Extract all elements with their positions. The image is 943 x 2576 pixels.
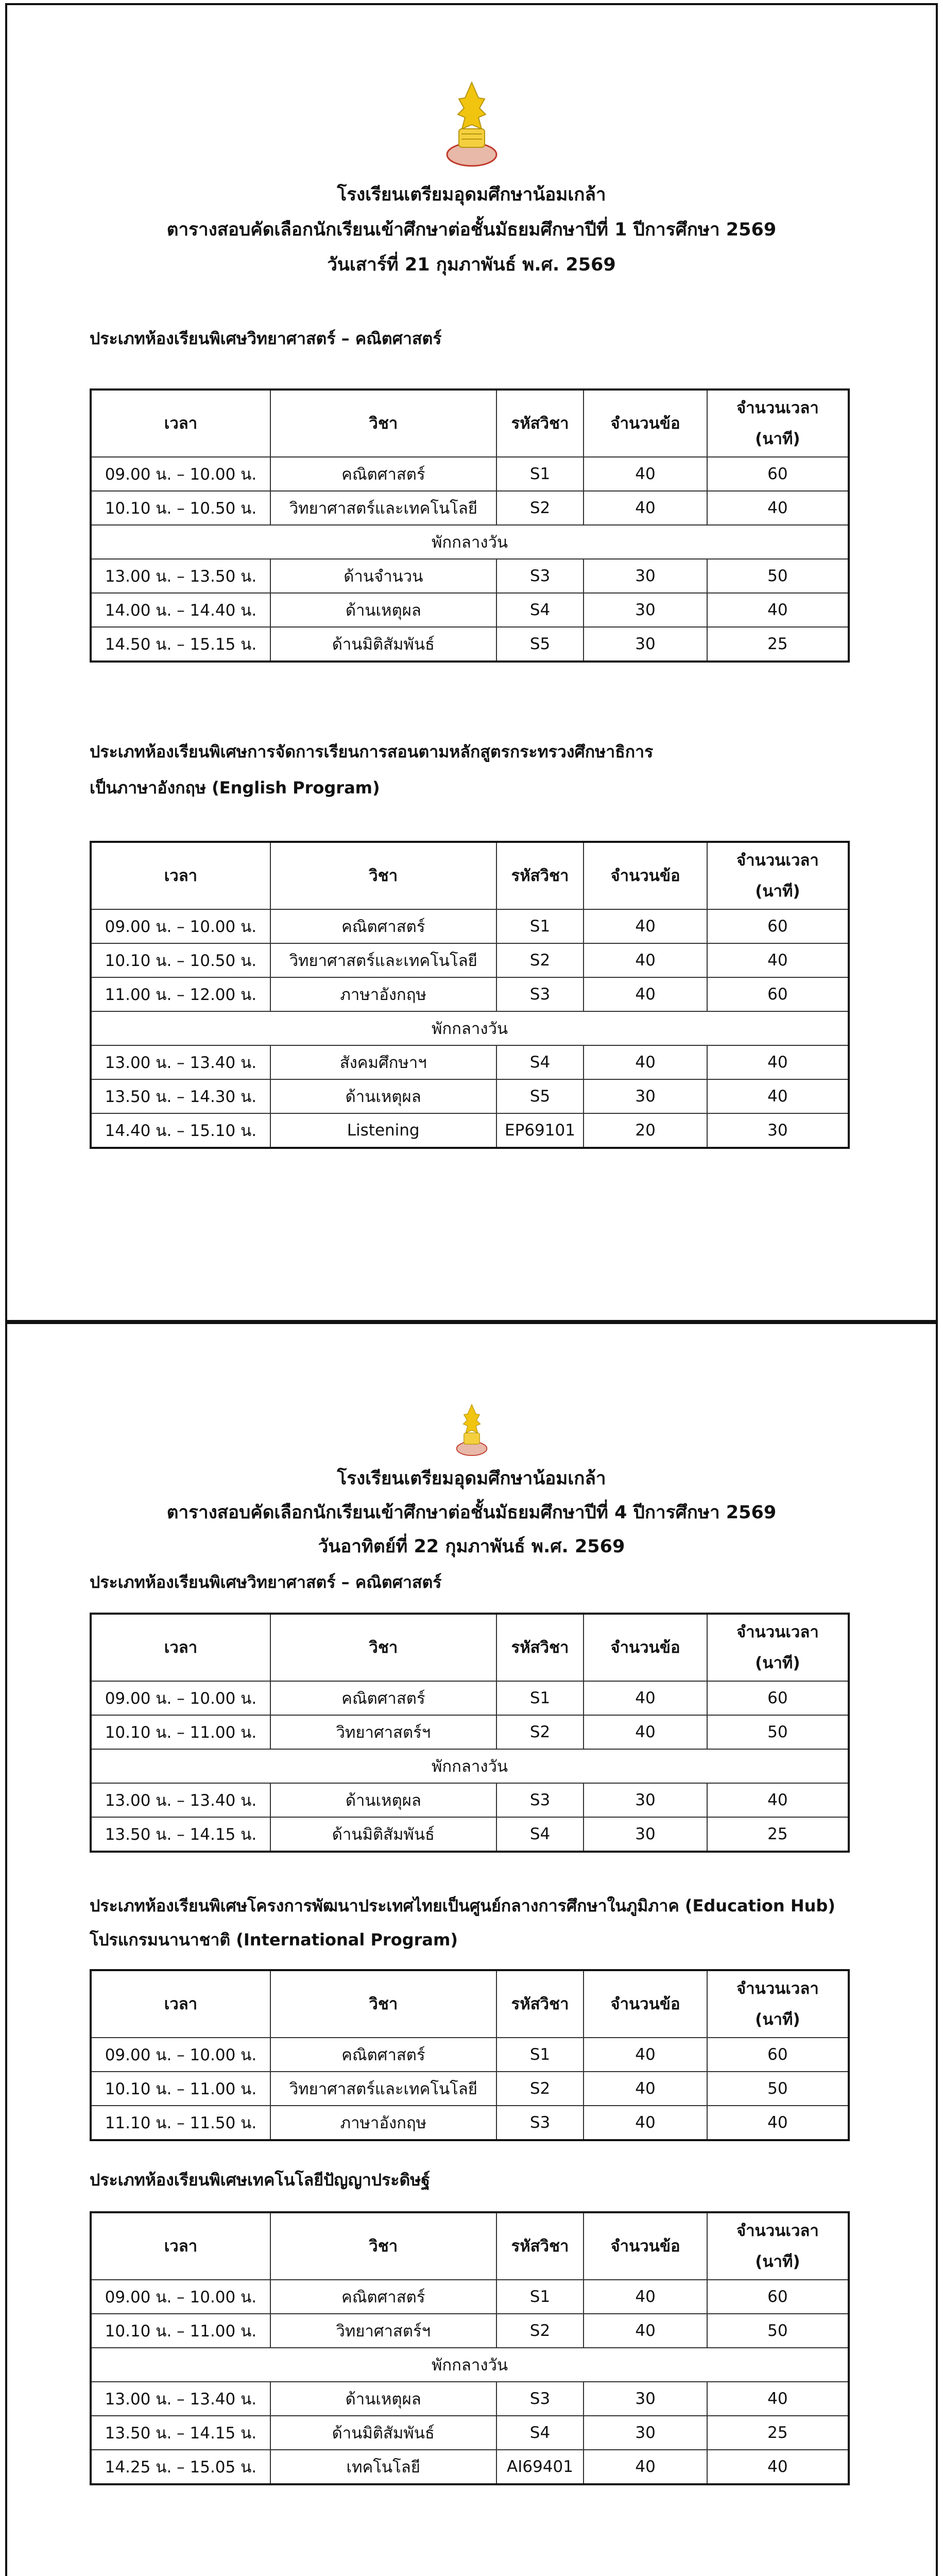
cell-duration: 40 <box>707 2382 849 2416</box>
cell-items: 40 <box>584 2072 707 2106</box>
cell-duration: 25 <box>707 1817 849 1852</box>
cell-code: S3 <box>496 1783 584 1817</box>
cell-code: EP69101 <box>496 1113 584 1148</box>
cell-time: 13.00 น. – 13.50 น. <box>91 559 270 593</box>
header-duration-line2: (นาที) <box>755 2252 800 2271</box>
table-row <box>91 1817 849 1852</box>
cell-subject: ด้านเหตุผล <box>270 1079 496 1113</box>
header-items: จำนวนข้อ <box>584 2212 707 2280</box>
cell-items: 40 <box>584 2450 707 2484</box>
table-row <box>91 977 849 1011</box>
cell-items: 30 <box>584 627 707 662</box>
header-duration-line1: จำนวนเวลา <box>736 1979 819 1998</box>
cell-time: 10.10 น. – 11.00 น. <box>91 2072 270 2106</box>
cell-items: 40 <box>584 1045 707 1079</box>
cell-items: 40 <box>584 977 707 1011</box>
cell-subject: ด้านจำนวน <box>270 559 496 593</box>
table-row <box>91 1113 849 1148</box>
header-duration-line2: (นาที) <box>755 1654 800 1672</box>
header-duration-line1: จำนวนเวลา <box>736 1623 819 1641</box>
cell-duration: 50 <box>707 1715 849 1749</box>
table-header-row <box>91 842 849 909</box>
cell-duration: 40 <box>707 1783 849 1817</box>
cell-time: 09.00 น. – 10.00 น. <box>91 2280 270 2314</box>
header-code: รหัสวิชา <box>496 842 584 909</box>
table-row <box>91 2072 849 2106</box>
table-row <box>91 909 849 943</box>
cell-duration: 60 <box>707 2038 849 2072</box>
header-duration-line1: จำนวนเวลา <box>736 2222 819 2240</box>
cell-time: 13.00 น. – 13.40 น. <box>91 1783 270 1817</box>
header-code: รหัสวิชา <box>496 389 584 457</box>
cell-items: 40 <box>584 909 707 943</box>
cell-time: 14.40 น. – 15.10 น. <box>91 1113 270 1148</box>
cell-code: S1 <box>496 1681 584 1715</box>
cell-code: S4 <box>496 2416 584 2450</box>
cell-code: S5 <box>496 1079 584 1113</box>
cell-duration: 60 <box>707 457 849 491</box>
lunch-break-row <box>91 2348 849 2382</box>
header-subject: วิชา <box>270 1970 496 2038</box>
table-row <box>91 457 849 491</box>
section-subtitle: โปรแกรมนานาชาติ (International Program) <box>90 1930 458 1950</box>
lunch-break-label: พักกลางวัน <box>91 525 849 559</box>
table-row <box>91 2382 849 2416</box>
cell-time: 14.25 น. – 15.05 น. <box>91 2450 270 2484</box>
header-subject: วิชา <box>270 1614 496 1681</box>
header-duration-line1: จำนวนเวลา <box>736 851 819 870</box>
cell-time: 13.00 น. – 13.40 น. <box>91 1045 270 1079</box>
header-duration <box>707 2212 849 2280</box>
header-items: จำนวนข้อ <box>584 1970 707 2038</box>
cell-time: 13.50 น. – 14.15 น. <box>91 2416 270 2450</box>
cell-time: 14.50 น. – 15.15 น. <box>91 627 270 662</box>
cell-code: S1 <box>496 457 584 491</box>
cell-time: 10.10 น. – 10.50 น. <box>91 943 270 977</box>
cell-duration: 50 <box>707 2072 849 2106</box>
table-row <box>91 2038 849 2072</box>
header-time: เวลา <box>91 1614 270 1681</box>
header-duration <box>707 842 849 909</box>
table-row <box>91 1783 849 1817</box>
table-row <box>91 491 849 525</box>
cell-code: S1 <box>496 2280 584 2314</box>
header-time: เวลา <box>91 842 270 909</box>
table-header-row <box>91 389 849 457</box>
header-duration-line2: (นาที) <box>755 2010 800 2029</box>
cell-duration: 60 <box>707 909 849 943</box>
cell-items: 30 <box>584 1783 707 1817</box>
cell-items: 30 <box>584 2382 707 2416</box>
lunch-break-row <box>91 1749 849 1783</box>
cell-subject: ด้านเหตุผล <box>270 2382 496 2416</box>
header-subject: วิชา <box>270 389 496 457</box>
cell-subject: คณิตศาสตร์ <box>270 2280 496 2314</box>
section-title: ประเภทห้องเรียนพิเศษการจัดการเรียนการสอนตามหลักสูตรกระทรวงศึกษาธิการ <box>90 742 654 761</box>
header-items: จำนวนข้อ <box>584 1614 707 1681</box>
header-subject: วิชา <box>270 2212 496 2280</box>
header-code: รหัสวิชา <box>496 2212 584 2280</box>
cell-items: 40 <box>584 2280 707 2314</box>
table-row <box>91 593 849 627</box>
table-row <box>91 559 849 593</box>
header-duration <box>707 1970 849 2038</box>
cell-subject: วิทยาศาสตร์ฯ <box>270 2314 496 2348</box>
cell-code: AI69401 <box>496 2450 584 2484</box>
header-time: เวลา <box>91 389 270 457</box>
cell-time: 09.00 น. – 10.00 น. <box>91 2038 270 2072</box>
lunch-break-label: พักกลางวัน <box>91 1749 849 1783</box>
table-row <box>91 2450 849 2484</box>
cell-code: S2 <box>496 2072 584 2106</box>
cell-items: 40 <box>584 2038 707 2072</box>
header-duration-line1: จำนวนเวลา <box>736 399 819 417</box>
cell-duration: 60 <box>707 1681 849 1715</box>
header-duration-line2: (นาที) <box>755 430 800 448</box>
cell-subject: วิทยาศาสตร์และเทคโนโลยี <box>270 2072 496 2106</box>
cell-subject: ภาษาอังกฤษ <box>270 2106 496 2140</box>
cell-subject: ด้านมิติสัมพันธ์ <box>270 627 496 662</box>
cell-items: 40 <box>584 1681 707 1715</box>
cell-time: 11.10 น. – 11.50 น. <box>91 2106 270 2140</box>
cell-subject: คณิตศาสตร์ <box>270 457 496 491</box>
cell-items: 30 <box>584 2416 707 2450</box>
cell-code: S3 <box>496 2106 584 2140</box>
cell-code: S3 <box>496 977 584 1011</box>
cell-subject: วิทยาศาสตร์และเทคโนโลยี <box>270 943 496 977</box>
cell-time: 09.00 น. – 10.00 น. <box>91 457 270 491</box>
table-row <box>91 1681 849 1715</box>
school-name: โรงเรียนเตรียมอุดมศึกษาน้อมเกล้า <box>337 184 606 205</box>
exam-schedule-title: ตารางสอบคัดเลือกนักเรียนเข้าศึกษาต่อชั้นมัธยมศึกษาปีที่ 1 ปีการศึกษา 2569 <box>166 219 777 240</box>
cell-time: 10.10 น. – 11.00 น. <box>91 1715 270 1749</box>
cell-time: 09.00 น. – 10.00 น. <box>91 909 270 943</box>
cell-time: 13.00 น. – 13.40 น. <box>91 2382 270 2416</box>
cell-items: 30 <box>584 1817 707 1852</box>
table-row <box>91 2280 849 2314</box>
cell-subject: ภาษาอังกฤษ <box>270 977 496 1011</box>
cell-subject: คณิตศาสตร์ <box>270 909 496 943</box>
cell-subject: ด้านมิติสัมพันธ์ <box>270 2416 496 2450</box>
section-title: ประเภทห้องเรียนพิเศษโครงการพัฒนาประเทศไทยเป็นศูนย์กลางการศึกษาในภูมิภาค (Education Hub) <box>90 1896 835 1916</box>
cell-subject: คณิตศาสตร์ <box>270 1681 496 1715</box>
table-row <box>91 2106 849 2140</box>
cell-code: S2 <box>496 1715 584 1749</box>
section-title: ประเภทห้องเรียนพิเศษวิทยาศาสตร์ – คณิตศาสตร์ <box>90 329 442 348</box>
table-row <box>91 2314 849 2348</box>
cell-subject: วิทยาศาสตร์ฯ <box>270 1715 496 1749</box>
cell-duration: 40 <box>707 943 849 977</box>
cell-duration: 40 <box>707 593 849 627</box>
cell-code: S1 <box>496 2038 584 2072</box>
cell-items: 30 <box>584 593 707 627</box>
cell-code: S2 <box>496 491 584 525</box>
lunch-break-label: พักกลางวัน <box>91 1011 849 1045</box>
exam-table <box>90 1969 850 2141</box>
school-emblem-logo <box>451 1401 492 1458</box>
cell-subject: ด้านมิติสัมพันธ์ <box>270 1817 496 1852</box>
cell-duration: 30 <box>707 1113 849 1148</box>
cell-duration: 25 <box>707 2416 849 2450</box>
header-subject: วิชา <box>270 842 496 909</box>
header-duration-line2: (นาที) <box>755 882 800 901</box>
cell-code: S1 <box>496 909 584 943</box>
header-items: จำนวนข้อ <box>584 389 707 457</box>
exam-table <box>90 841 850 1149</box>
cell-items: 20 <box>584 1113 707 1148</box>
header-items: จำนวนข้อ <box>584 842 707 909</box>
cell-duration: 60 <box>707 977 849 1011</box>
cell-duration: 40 <box>707 2106 849 2140</box>
school-emblem-logo <box>438 77 505 170</box>
cell-code: S4 <box>496 1045 584 1079</box>
header-code: รหัสวิชา <box>496 1614 584 1681</box>
cell-duration: 40 <box>707 2450 849 2484</box>
cell-time: 13.50 น. – 14.30 น. <box>91 1079 270 1113</box>
cell-items: 40 <box>584 2314 707 2348</box>
table-header-row <box>91 1614 849 1681</box>
cell-time: 14.00 น. – 14.40 น. <box>91 593 270 627</box>
exam-date: วันอาทิตย์ที่ 22 กุมภาพันธ์ พ.ศ. 2569 <box>318 1536 625 1557</box>
section-subtitle: เป็นภาษาอังกฤษ (English Program) <box>90 778 380 798</box>
cell-duration: 50 <box>707 559 849 593</box>
lunch-break-row <box>91 1011 849 1045</box>
cell-code: S3 <box>496 559 584 593</box>
cell-items: 30 <box>584 1079 707 1113</box>
cell-time: 11.00 น. – 12.00 น. <box>91 977 270 1011</box>
cell-time: 09.00 น. – 10.00 น. <box>91 1681 270 1715</box>
table-row <box>91 1079 849 1113</box>
school-name: โรงเรียนเตรียมอุดมศึกษาน้อมเกล้า <box>337 1468 606 1489</box>
cell-subject: คณิตศาสตร์ <box>270 2038 496 2072</box>
cell-code: S2 <box>496 2314 584 2348</box>
cell-time: 10.10 น. – 10.50 น. <box>91 491 270 525</box>
cell-time: 10.10 น. – 11.00 น. <box>91 2314 270 2348</box>
cell-duration: 40 <box>707 1079 849 1113</box>
cell-subject: วิทยาศาสตร์และเทคโนโลยี <box>270 491 496 525</box>
cell-duration: 50 <box>707 2314 849 2348</box>
cell-items: 40 <box>584 491 707 525</box>
table-row <box>91 627 849 662</box>
exam-table <box>90 388 850 663</box>
cell-items: 30 <box>584 559 707 593</box>
cell-duration: 60 <box>707 2280 849 2314</box>
header-duration <box>707 1614 849 1681</box>
header-code: รหัสวิชา <box>496 1970 584 2038</box>
header-time: เวลา <box>91 2212 270 2280</box>
header-time: เวลา <box>91 1970 270 2038</box>
cell-code: S4 <box>496 593 584 627</box>
cell-items: 40 <box>584 943 707 977</box>
cell-time: 13.50 น. – 14.15 น. <box>91 1817 270 1852</box>
lunch-break-label: พักกลางวัน <box>91 2348 849 2382</box>
section-title: ประเภทห้องเรียนพิเศษวิทยาศาสตร์ – คณิตศาสตร์ <box>90 1572 442 1592</box>
table-row <box>91 1715 849 1749</box>
section-title: ประเภทห้องเรียนพิเศษเทคโนโลยีปัญญาประดิษฐ์ <box>90 2170 431 2190</box>
cell-duration: 40 <box>707 491 849 525</box>
document-page-1 <box>5 3 938 1322</box>
document-page-2 <box>5 1322 938 2576</box>
cell-code: S4 <box>496 1817 584 1852</box>
table-row <box>91 943 849 977</box>
table-row <box>91 2416 849 2450</box>
cell-code: S2 <box>496 943 584 977</box>
cell-subject: สังคมศึกษาฯ <box>270 1045 496 1079</box>
exam-date: วันเสาร์ที่ 21 กุมภาพันธ์ พ.ศ. 2569 <box>327 255 616 275</box>
table-row <box>91 1045 849 1079</box>
exam-schedule-title: ตารางสอบคัดเลือกนักเรียนเข้าศึกษาต่อชั้นมัธยมศึกษาปีที่ 4 ปีการศึกษา 2569 <box>166 1502 777 1523</box>
cell-items: 40 <box>584 457 707 491</box>
lunch-break-row <box>91 525 849 559</box>
cell-duration: 40 <box>707 1045 849 1079</box>
table-header-row <box>91 2212 849 2280</box>
cell-subject: Listening <box>270 1113 496 1148</box>
exam-table <box>90 1613 850 1853</box>
cell-subject: ด้านเหตุผล <box>270 1783 496 1817</box>
header-duration <box>707 389 849 457</box>
cell-duration: 25 <box>707 627 849 662</box>
cell-items: 40 <box>584 2106 707 2140</box>
table-header-row <box>91 1970 849 2038</box>
cell-code: S3 <box>496 2382 584 2416</box>
cell-items: 40 <box>584 1715 707 1749</box>
cell-subject: เทคโนโลยี <box>270 2450 496 2484</box>
exam-table <box>90 2211 850 2485</box>
cell-code: S5 <box>496 627 584 662</box>
cell-subject: ด้านเหตุผล <box>270 593 496 627</box>
